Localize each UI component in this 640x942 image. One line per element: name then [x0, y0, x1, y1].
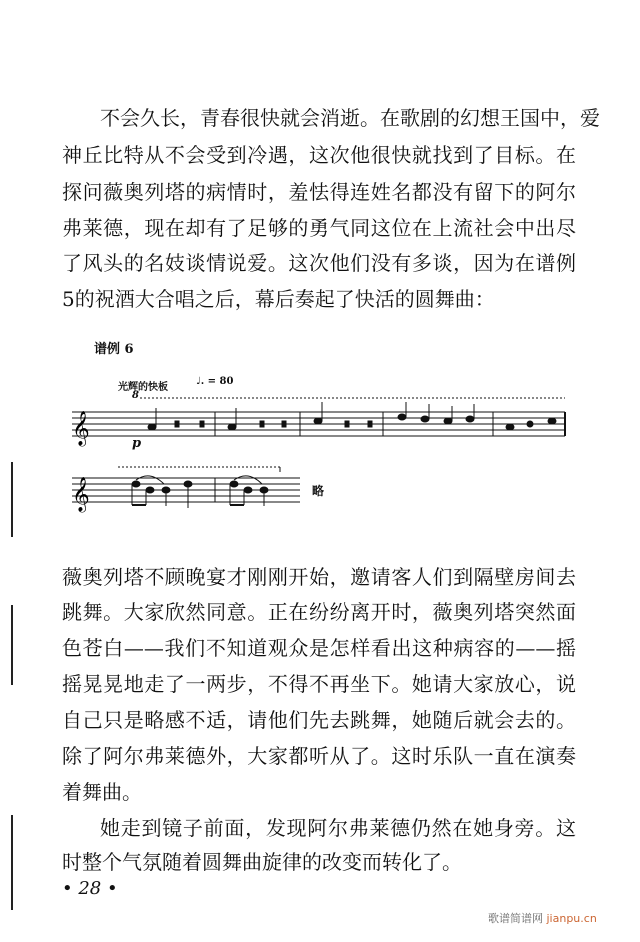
- text-line: 跳舞。大家欣然同意。正在纷纷离开时，薇奥列塔突然面: [62, 600, 576, 624]
- dynamic-marking: p: [132, 436, 142, 451]
- tempo-marking: 光辉的快板: [118, 382, 168, 393]
- text-line: 了风头的名妓谈情说爱。这次他们没有多谈，因为在谱例: [62, 251, 576, 275]
- text-line: 探问薇奥列塔的病情时，羞怯得连姓名都没有留下的阿尔: [62, 180, 576, 204]
- text-line: 薇奥列塔不顾晚宴才刚刚开始，邀请客人们到隔壁房间去: [62, 565, 576, 589]
- scan-artifact: [11, 605, 13, 685]
- scan-artifact: [11, 462, 13, 537]
- text-line: 5的祝酒大合唱之后，幕后奏起了快活的圆舞曲：: [62, 287, 495, 311]
- staff-1: [72, 398, 565, 436]
- treble-clef-icon: 𝄞: [72, 477, 90, 512]
- metronome-marking: ♩. = 80: [196, 376, 234, 387]
- watermark-site: 歌谱简谱网: [488, 912, 543, 925]
- omitted-marking: 略: [312, 484, 325, 498]
- text-line: 除了阿尔弗莱德外，大家都听从了。这时乐队一直在演奏: [62, 744, 576, 768]
- example-label: 谱例 6: [94, 342, 134, 357]
- text-line: 摇晃晃地走了一两步，不得不再坐下。她请大家放心，说: [62, 672, 576, 696]
- text-line: 自己只是略感不适，请他们先去跳舞，她随后就会去的。: [62, 708, 576, 732]
- text-line: 她走到镜子前面，发现阿尔弗莱德仍然在她身旁。这: [100, 816, 576, 840]
- text-line: 不会久长，青春很快就会消逝。在歌剧的幻想王国中，爱: [100, 106, 600, 130]
- treble-clef-icon: 𝄞: [72, 411, 90, 446]
- notes-2: [132, 476, 268, 508]
- text-line: 着舞曲。: [62, 780, 142, 804]
- text-line: 色苍白——我们不知道观众是怎样看出这种病容的——摇: [62, 636, 576, 660]
- watermark-url: jianpu.cn: [546, 912, 597, 925]
- watermark: [488, 910, 597, 926]
- notes-1: [148, 402, 556, 430]
- text-line: 弗莱德，现在却有了足够的勇气同这位在上流社会中出尽: [62, 216, 576, 240]
- text-line: 时整个气氛随着圆舞曲旋律的改变而转化了。: [62, 850, 462, 874]
- page-number: • 28 •: [62, 878, 118, 899]
- text-line: 神丘比特从不会受到冷遇，这次他很快就找到了目标。在: [62, 143, 576, 167]
- scan-artifact: [11, 815, 13, 910]
- ottava-marking: 8: [132, 390, 139, 401]
